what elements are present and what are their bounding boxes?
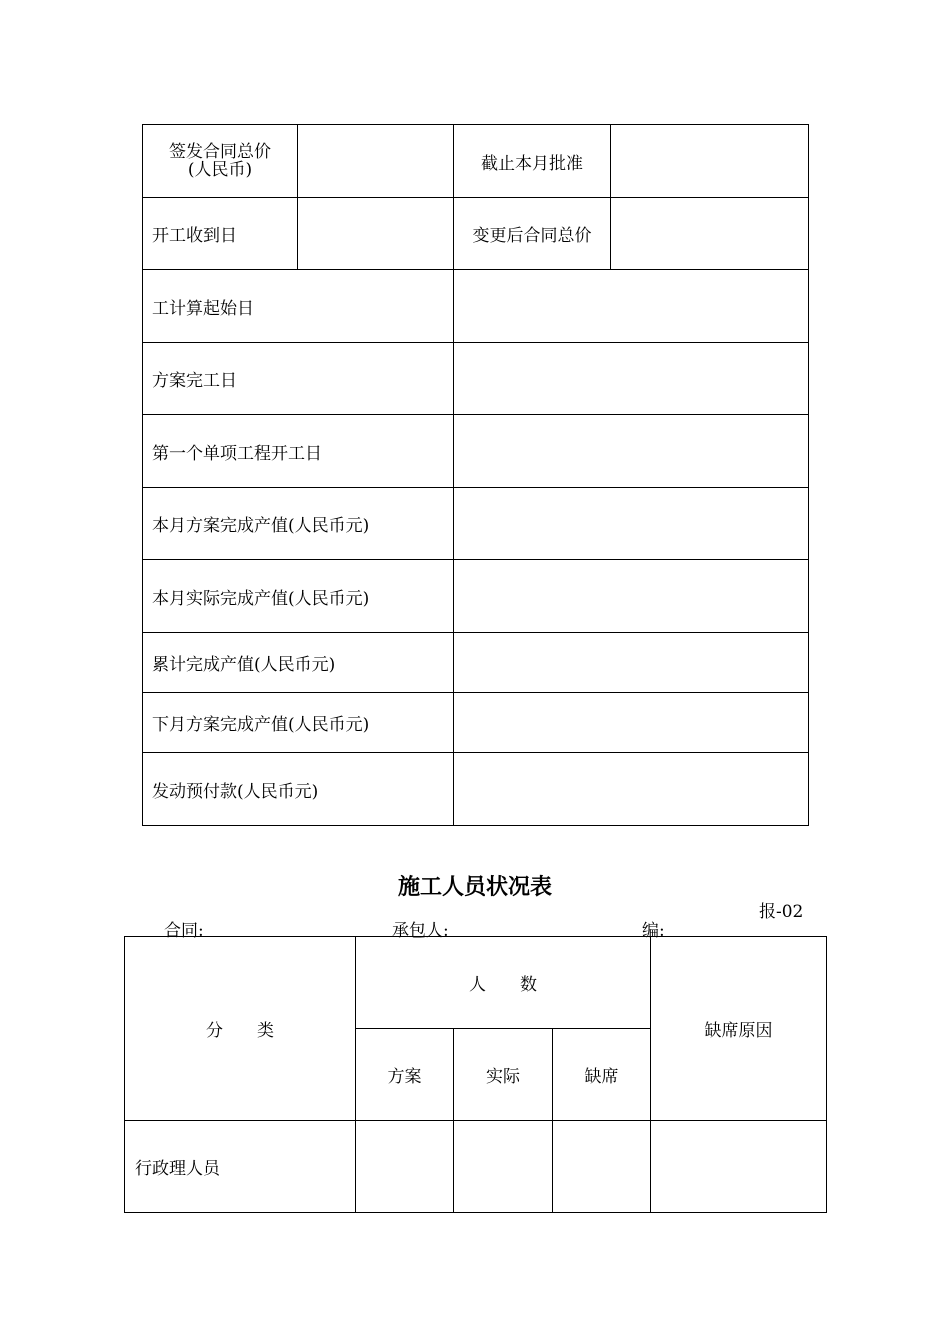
approved-to-date-label: 截止本月批准 xyxy=(454,125,611,198)
row-label: 本月方案完成产值(人民币元) xyxy=(143,488,454,560)
table-row xyxy=(143,488,809,560)
table-row xyxy=(143,270,809,343)
number-label: 编: xyxy=(642,921,665,941)
row-label: 工计算起始日 xyxy=(143,270,454,343)
row-value[interactable] xyxy=(454,415,809,488)
absence-reason-value[interactable] xyxy=(651,1121,827,1213)
table-row xyxy=(125,937,827,1029)
actual-header: 实际 xyxy=(454,1029,553,1121)
row-label: 第一个单项工程开工日 xyxy=(143,415,454,488)
contract-summary-table xyxy=(142,124,809,826)
table-row xyxy=(143,198,809,270)
actual-value[interactable] xyxy=(454,1121,553,1213)
absent-header: 缺席 xyxy=(553,1029,651,1121)
label-line: (人民币) xyxy=(187,160,253,180)
absent-value[interactable] xyxy=(553,1121,651,1213)
headcount-header: 人 数 xyxy=(356,937,651,1029)
row-label: 本月实际完成产值(人民币元) xyxy=(143,560,454,633)
start-notice-date-label: 开工收到日 xyxy=(143,198,298,270)
row-value[interactable] xyxy=(454,270,809,343)
row-label: 方案完工日 xyxy=(143,343,454,415)
row-value[interactable] xyxy=(454,488,809,560)
approved-to-date-value[interactable] xyxy=(611,125,809,198)
planned-value[interactable] xyxy=(356,1121,454,1213)
planned-header: 方案 xyxy=(356,1029,454,1121)
table-row xyxy=(143,633,809,693)
revised-contract-price-value[interactable] xyxy=(611,198,809,270)
label-line: 签发合同总价 xyxy=(169,142,271,162)
row-label: 累计完成产值(人民币元) xyxy=(143,633,454,693)
staff-status-table xyxy=(124,936,827,1213)
row-value[interactable] xyxy=(454,753,809,826)
table-row xyxy=(125,1121,827,1213)
table-row xyxy=(143,125,809,198)
row-value[interactable] xyxy=(454,693,809,753)
category-header: 分 类 xyxy=(125,937,356,1121)
revised-contract-price-label: 变更后合同总价 xyxy=(454,198,611,270)
table-row xyxy=(143,560,809,633)
contract-label: 合同: xyxy=(164,921,204,941)
row-label: 发动预付款(人民币元) xyxy=(143,753,454,826)
contractor-label: 承包人: xyxy=(392,921,449,941)
form-code: 报-02 xyxy=(759,902,804,922)
table-row xyxy=(143,343,809,415)
signed-contract-price-value[interactable] xyxy=(298,125,454,198)
row-label: 下月方案完成产值(人民币元) xyxy=(143,693,454,753)
row-value[interactable] xyxy=(454,633,809,693)
absence-reason-header: 缺席原因 xyxy=(651,937,827,1121)
row-value[interactable] xyxy=(454,343,809,415)
row-label: 行政理人员 xyxy=(125,1121,356,1213)
table-row xyxy=(143,753,809,826)
row-value[interactable] xyxy=(454,560,809,633)
signed-contract-price-label xyxy=(143,125,298,198)
table-row xyxy=(143,415,809,488)
table-row xyxy=(143,693,809,753)
start-notice-date-value[interactable] xyxy=(298,198,454,270)
staff-table-title: 施工人员状况表 xyxy=(397,874,552,900)
